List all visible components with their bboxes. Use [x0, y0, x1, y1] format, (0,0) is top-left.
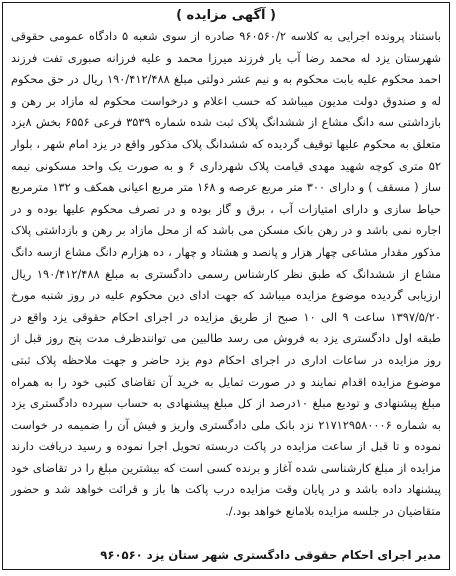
notice-title: ( آگهی مزایده )	[176, 8, 276, 23]
notice-signature: مدیر اجرای احکام حقوقی دادگستری شهر ستان یزد ۹۶۰۵۶۰	[100, 548, 441, 562]
auction-notice	[2, 2, 450, 570]
notice-body: باستناد پرونده اجرایی به کلاسه ۹۶۰۵۶۰/۲ صادره از سوی شعبه ۵ دادگاه عمومی حقوقی شهرستان یزد له محمد رضا آب یار فرزند میرزا محمد و علیه فرزانه صبوری تفت فرزند احمد محکوم علیه بابت محکوم به و نیم عشر دولتی مبلغ ۱۹۰/۴۱۲/۴۸۸ ریال در حق محکوم له و صندوق دولت مدیون میباشد که حسب اعلام و درخواست محکوم له مازاد بر رهن و بازداشتی سه دانگ مشاع از ششدانگ پلاک ثبت شده شماره ۳۵۳۹ فرعی ۶۵۵۶ بخش ۸یزد متعلق به محکوم علیها توقیف گردیده که ششدانگ پلاک مذکور واقع در یزد امام شهر ، بلوار ۵۲ متری کوچه شهید مهدی قیامت پلاک شهرداری ۶ و به صورت یک واحد مسکونی نیمه ساز ( مسقف ) و دارای ۳۰۰ متر مربع عرصه و ۱۶۸ متر مربع اعیانی همکف و ۱۳۲ مترمربع حیاط سازی و دارای امتیازات آب ، برق و گاز بوده و در تصرف محکوم علیها بوده و در اجاره نمی باشد و در رهن بانک مسکن می باشد که از محل مازاد بر رهن و بازداشتی پلاک مذکور مقدار مشاعی چهار هزار و پانصد و هشتاد و چهار ، ده هزارم دانگ مشاع ازسه دانگ مشاع از ششدانگ که طبق نظر کارشناس رسمی دادگستری به مبلغ ۱۹۰/۴۱۲/۴۸۸ ریال ارزیابی گردیده موضوع مزایده میباشد که جهت ادای دین محکوم علیه در روز شنبه مورخ ۱۳۹۷/۵/۲۰ ساعت ۹ الی ۱۰ صبح از طریق مزایده در اجرای احکام حقوقی یزد واقع در طبقه اول دادگستری یزد به فروش می رسد طالبین می توانندظرف مدت پنج روز قبل از روز مزایده در ساعات اداری در اجرای احکام دوم یزد حاضر و جهت ملاحظه پلاک ثبتی موضوع مزایده اقدام نمایند و در صورت تمایل به خرید آن تقاضای کتبی خود را به همراه مبلغ پیشنهادی و تودیع مبلغ ۱۰درصد از کل مبلغ پیشنهادی به حساب سپرده دادگستری یزد به شماره ۲۱۷۱۲۹۵۸۰۰۰۶ نزد بانک ملی دادگستری واریز و فیش آن را ضمیمه در خواست نموده و تا قبل از ساعت مزایده در پاکت دربسته تحویل اجرا نموده و رسید دریافت دارند مزایده از مبلغ کارشناسی شده آغاز و برنده کسی است که بیشترین مبلغ را در تقاضای خود پیشنهاد داده باشد و در پایان وقت مزایده درب پاکت ها باز و قرائت خواهد شد و حضور متقاضیان در جلسه مزایده بلامانع خواهد بود./.	[11, 29, 442, 519]
